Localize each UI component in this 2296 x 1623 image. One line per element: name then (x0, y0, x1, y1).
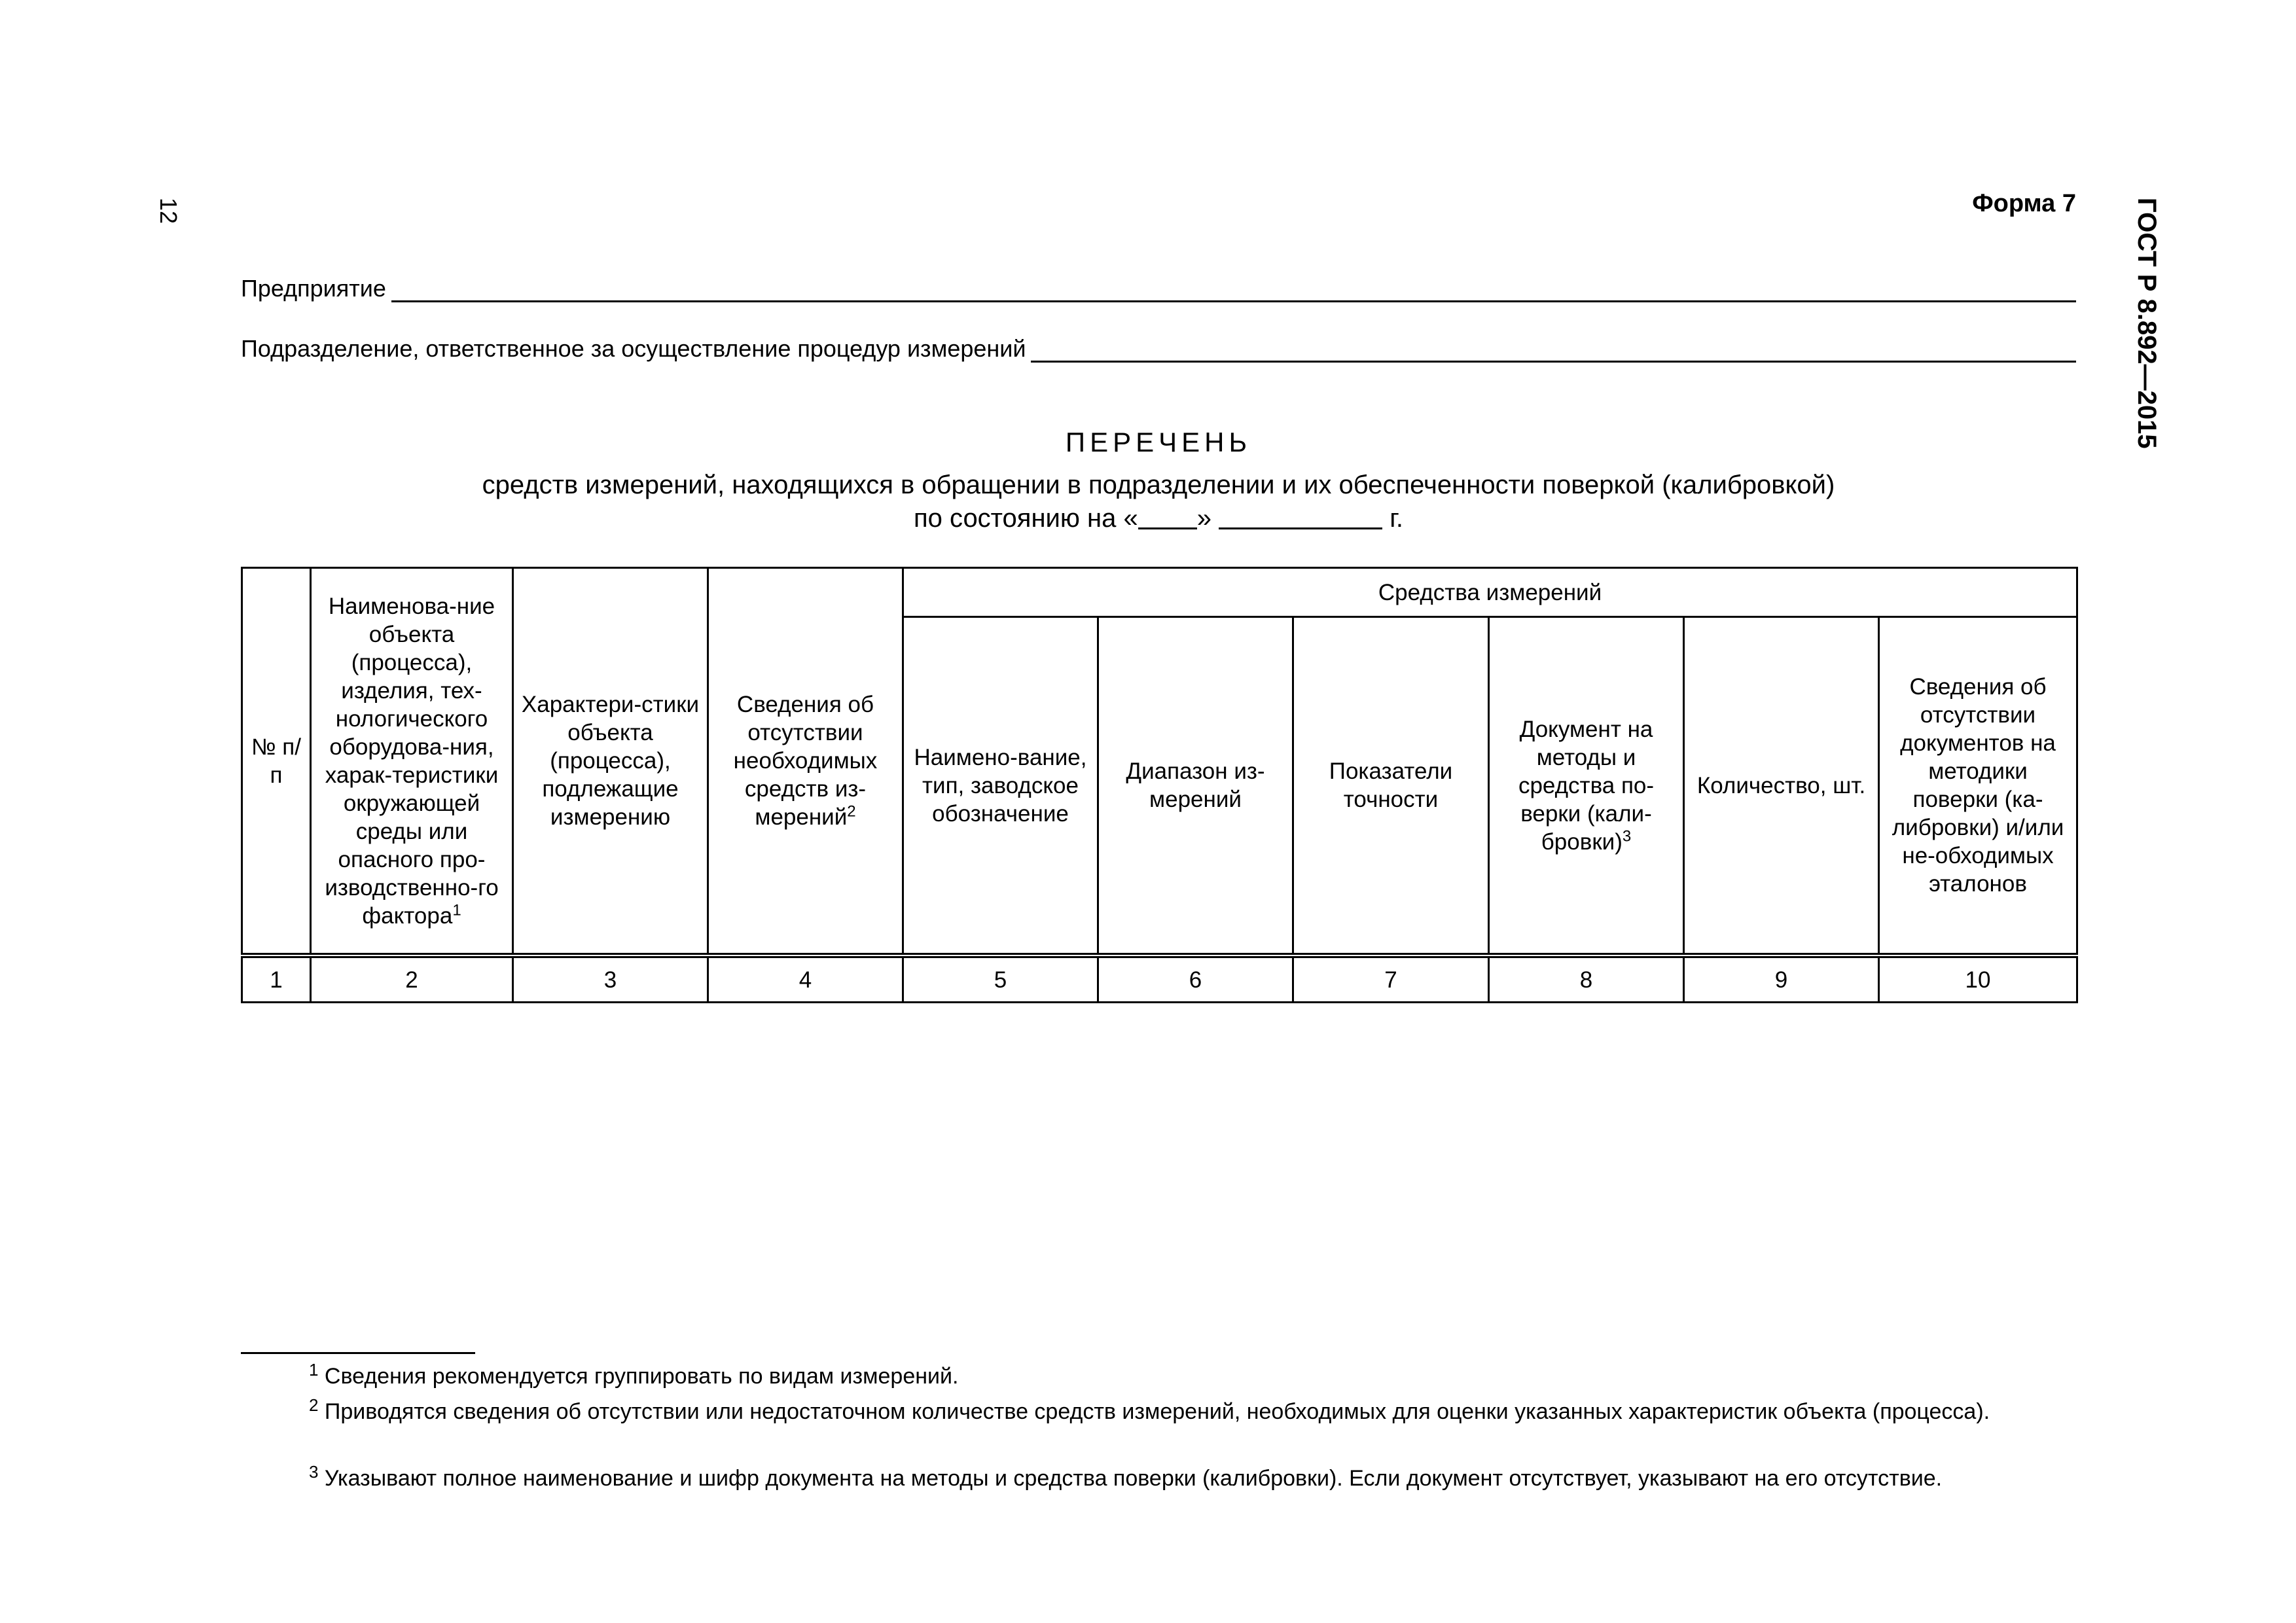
footnote-3: $^3$ Указывают полное наименование и шифр документа на методы и средства поверки (калибровки). Если документ отсутствует, указывают на его отсутствие. (309, 1461, 1943, 1491)
enterprise-field-row (241, 275, 2076, 302)
enterprise-field[interactable] (391, 279, 2076, 302)
document-subtitle (241, 469, 2076, 535)
column-number: 1 (242, 955, 311, 1003)
department-field[interactable] (1031, 340, 2076, 363)
footnote-1: $^1$ Сведения рекомендуется группировать по видам измерений. (309, 1359, 959, 1389)
group-header: Средства измерений (903, 568, 2077, 617)
column-header: Показатели точности (1293, 617, 1489, 956)
footnote-2: $^2$ Приводятся сведения об отсутствии или недостаточном количестве средств измерений, необходимых для оценки указанных характеристик объекта (процесса). (309, 1395, 1990, 1424)
form-label: Форма 7 (1972, 190, 2076, 217)
column-number: 7 (1293, 955, 1489, 1003)
date-day-field[interactable] (1138, 501, 1197, 529)
subtitle-date-suffix: г. (1390, 504, 1404, 533)
subtitle-date-prefix: по состоянию на « (913, 504, 1138, 533)
column-header: Документ на методы и средства по-верки (кали-бровки)$^3$ (1489, 617, 1684, 956)
column-number: 9 (1684, 955, 1879, 1003)
footnote-divider (241, 1352, 475, 1354)
subtitle-line-2 (241, 501, 2076, 535)
column-number: 5 (903, 955, 1098, 1003)
column-number: 3 (513, 955, 708, 1003)
column-number: 4 (708, 955, 903, 1003)
column-number: 10 (1879, 955, 2077, 1003)
column-number: 2 (311, 955, 513, 1003)
column-header: Сведения об отсутствии документов на методики поверки (ка-либровки) и/или не-обходимых эталонов (1879, 617, 2077, 956)
date-month-field[interactable] (1219, 501, 1382, 529)
subtitle-date-mid: » (1196, 504, 1211, 533)
page-number: 12 (155, 198, 182, 224)
column-header: № п/п (242, 568, 311, 956)
column-number: 8 (1489, 955, 1684, 1003)
subtitle-line-1: средств измерений, находящихся в обращении в подразделении и их обеспеченности поверкой (калибровкой) (482, 471, 1835, 499)
column-header: Количество, шт. (1684, 617, 1879, 956)
column-header: Характери-стики объекта (процесса), подлежащие измерению (513, 568, 708, 956)
department-label: Подразделение, ответственное за осуществление процедур измерений (241, 335, 1026, 362)
standard-code: ГОСТ Р 8.892—2015 (2132, 198, 2161, 449)
column-number-row (242, 955, 2077, 1003)
column-header: Наименова-ние объекта (процесса), изделия, тех-нологического оборудова-ния, харак-теристики окружающей среды или опасного про-изводственно-го фактора$^1$ (311, 568, 513, 956)
document-title: ПЕРЕЧЕНЬ (1065, 427, 1252, 457)
column-number: 6 (1098, 955, 1293, 1003)
table-header-row (242, 568, 2077, 617)
department-field-row (241, 335, 2076, 363)
column-header: Диапазон из-мерений (1098, 617, 1293, 956)
column-header: Наимено-вание, тип, заводское обозначение (903, 617, 1098, 956)
measuring-instruments-table (241, 567, 2078, 1003)
column-header: Сведения об отсутствии необходимых средств из-мерений$^2$ (708, 568, 903, 956)
enterprise-label: Предприятие (241, 275, 386, 302)
